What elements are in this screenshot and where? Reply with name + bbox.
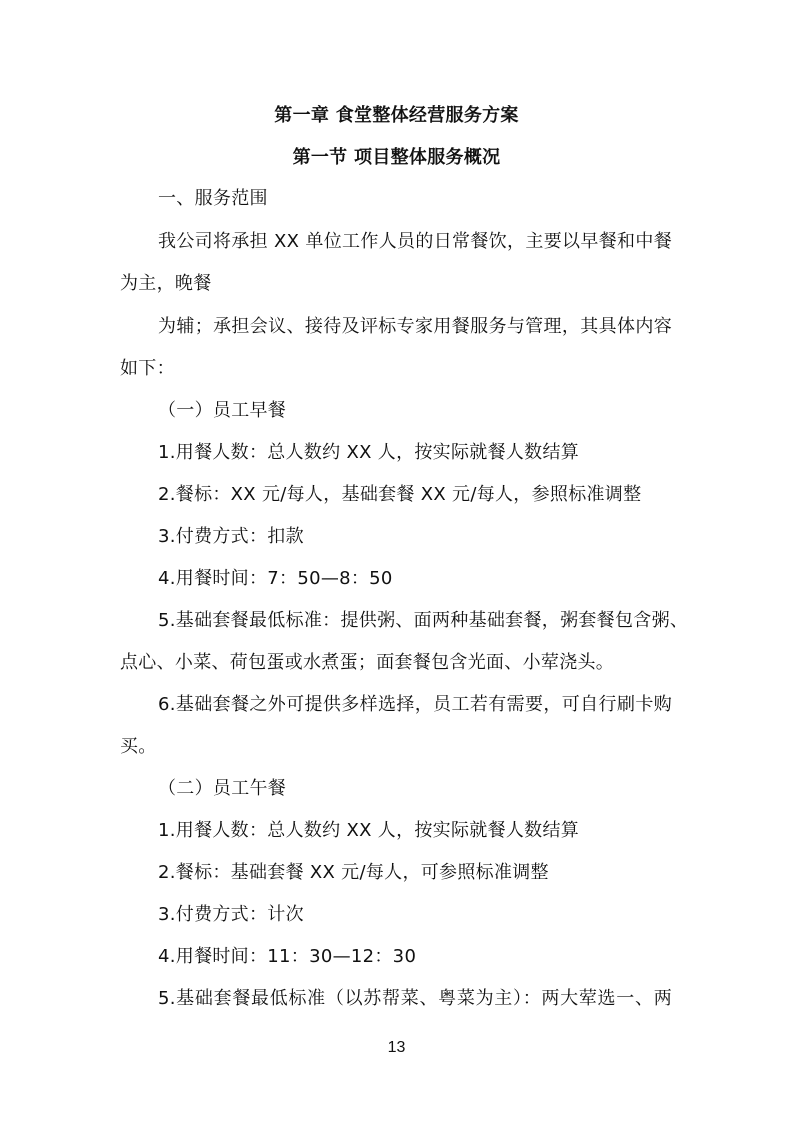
breakfast-item: 3.付费方式：扣款 — [158, 526, 304, 547]
lunch-item: 4.用餐时间：11：30—12：30 — [158, 946, 417, 967]
lunch-item: 3.付费方式：计次 — [158, 904, 304, 925]
lunch-item: 5.基础套餐最低标准（以苏帮菜、粤菜为主）：两大荤选一、两 — [158, 988, 672, 1009]
chapter-title: 第一章 食堂整体经营服务方案 — [274, 105, 519, 126]
page-number: 13 — [387, 1039, 406, 1056]
lunch-item: 2.餐标：基础套餐 XX 元/每人，可参照标准调整 — [158, 862, 549, 883]
intro-paragraph-line: 我公司将承担 XX 单位工作人员的日常餐饮，主要以早餐和中餐 — [158, 231, 672, 252]
intro-paragraph-line: 如下： — [120, 358, 175, 379]
breakfast-item: 1.用餐人数：总人数约 XX 人，按实际就餐人数结算 — [158, 442, 580, 463]
lunch-item: 1.用餐人数：总人数约 XX 人，按实际就餐人数结算 — [158, 820, 580, 841]
breakfast-heading: （一）员工早餐 — [158, 400, 287, 421]
breakfast-item: 4.用餐时间：7：50—8：50 — [158, 568, 393, 589]
intro-paragraph-line: 为辅；承担会议、接待及评标专家用餐服务与管理，其具体内容 — [158, 316, 672, 337]
intro-paragraph-line: 为主，晚餐 — [120, 273, 212, 294]
lunch-heading: （二）员工午餐 — [158, 778, 287, 799]
section-title: 第一节 项目整体服务概况 — [292, 147, 501, 168]
breakfast-item-continued: 买。 — [120, 736, 157, 757]
heading-service-scope: 一、服务范围 — [158, 188, 268, 209]
breakfast-item: 6.基础套餐之外可提供多样选择，员工若有需要，可自行刷卡购 — [158, 694, 672, 715]
breakfast-item: 2.餐标：XX 元/每人，基础套餐 XX 元/每人，参照标准调整 — [158, 484, 642, 505]
breakfast-item: 5.基础套餐最低标准：提供粥、面两种基础套餐，粥套餐包含粥、 — [158, 610, 689, 631]
breakfast-item-continued: 点心、小菜、荷包蛋或水煮蛋；面套餐包含光面、小荤浇头。 — [120, 652, 615, 673]
